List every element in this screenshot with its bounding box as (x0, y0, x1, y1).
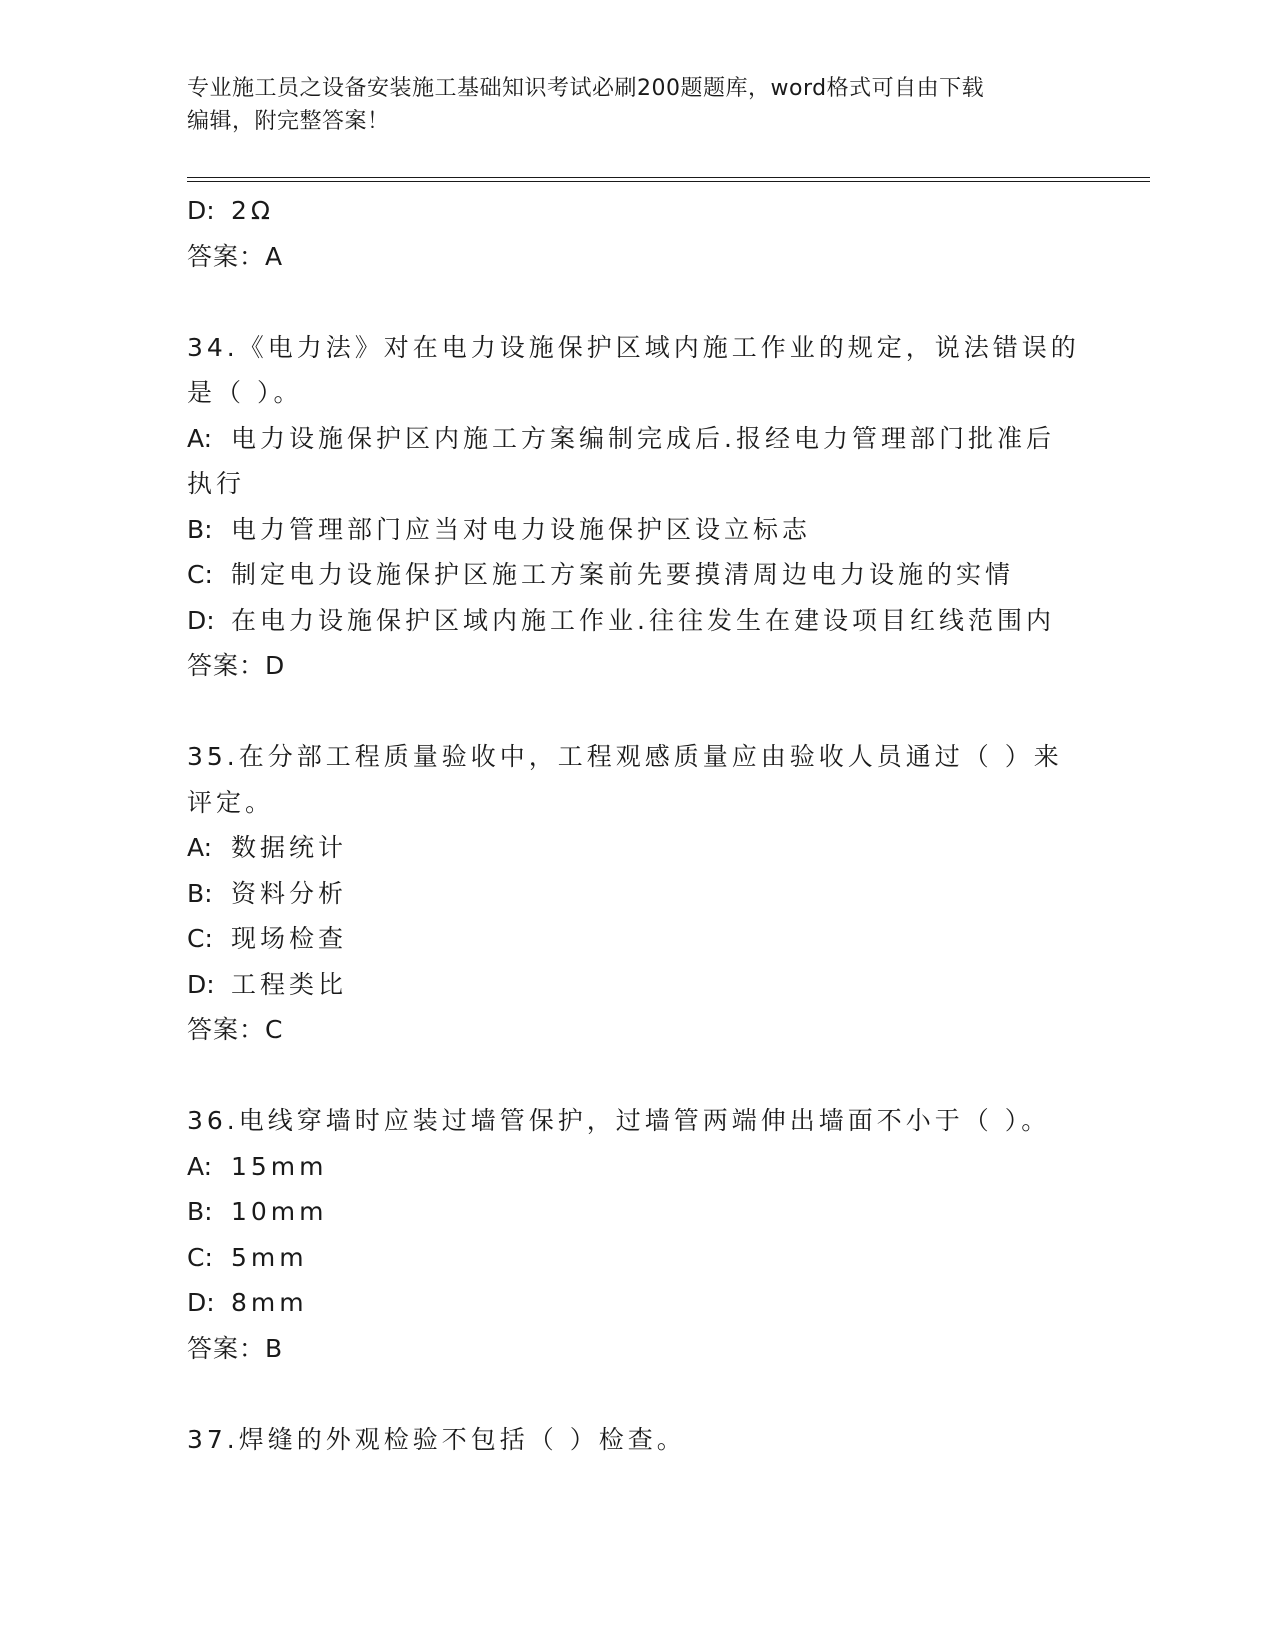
option-c (187, 916, 1087, 962)
option-text: 5mm (231, 1242, 308, 1272)
option-label: D: (187, 196, 215, 225)
option-label: B: (187, 514, 213, 544)
question-stem: 36.电线穿墙时应装过墙管保护，过墙管两端伸出墙面不小于（ ）。 (187, 1106, 1051, 1135)
question-stem-continued: 评定。 (187, 787, 275, 817)
header-line-2: 编辑，附完整答案！ (187, 109, 390, 134)
option-text: 数据统计 (231, 833, 348, 862)
option-label: C: (187, 924, 213, 953)
answer-line: 答案：D (187, 651, 286, 680)
page-header (187, 72, 1067, 138)
spacer (187, 1053, 1087, 1099)
question-stem: 35.在分部工程质量验收中，工程观感质量应由验收人员通过（ ）来 (187, 742, 1063, 771)
option-c (187, 552, 1087, 598)
question-stem-continued: 是（ ）。 (187, 378, 303, 407)
option-d (187, 598, 1087, 644)
option-b (187, 1189, 1087, 1235)
option-text: 电力设施保护区内施工方案编制完成后.报经电力管理部门批准后 (231, 423, 1055, 453)
option-a (187, 1144, 1087, 1190)
spacer (187, 279, 1087, 325)
header-line-1: 专业施工员之设备安装施工基础知识考试必刷200题题库，word格式可自由下载 (187, 76, 985, 101)
question-stem: 34.《电力法》对在电力设施保护区域内施工作业的规定，说法错误的 (187, 332, 1080, 362)
option-text: 现场检查 (231, 924, 348, 953)
option-a (187, 416, 1087, 462)
option-text: 10mm (231, 1197, 328, 1226)
option-text: 在电力设施保护区域内施工作业.往往发生在建设项目红线范围内 (231, 605, 1055, 635)
option-a (187, 825, 1087, 871)
option-text: 8mm (231, 1288, 308, 1317)
answer-line: 答案：B (187, 1333, 284, 1363)
option-d (187, 1280, 1087, 1326)
question-list (187, 188, 1087, 1462)
option-label: C: (187, 1242, 213, 1272)
option-label: B: (187, 1197, 213, 1226)
option-label: A: (187, 423, 213, 453)
header-divider-top (187, 177, 1150, 178)
spacer (187, 689, 1087, 735)
option-d (187, 188, 1087, 234)
option-a-continued: 执行 (187, 469, 246, 498)
option-c (187, 1235, 1087, 1281)
option-text: 电力管理部门应当对电力设施保护区设立标志 (231, 514, 812, 544)
option-label: C: (187, 560, 213, 589)
option-d (187, 962, 1087, 1008)
option-label: A: (187, 1151, 213, 1181)
option-label: D: (187, 1288, 215, 1317)
option-b (187, 507, 1087, 553)
option-label: D: (187, 605, 215, 635)
answer-line: 答案：C (187, 1015, 284, 1044)
option-label: B: (187, 878, 213, 908)
option-text: 15mm (231, 1151, 328, 1181)
option-text: 资料分析 (231, 878, 348, 908)
header-divider-bottom (187, 181, 1150, 182)
option-b (187, 871, 1087, 917)
question-stem: 37.焊缝的外观检验不包括（ ）检查。 (187, 1424, 686, 1454)
option-text: 2Ω (231, 196, 275, 225)
option-label: A: (187, 833, 213, 862)
option-text: 制定电力设施保护区施工方案前先要摸清周边电力设施的实情 (231, 560, 1015, 589)
spacer (187, 1371, 1087, 1417)
answer-line: 答案：A (187, 241, 284, 271)
option-text: 工程类比 (231, 969, 348, 999)
option-label: D: (187, 969, 215, 999)
